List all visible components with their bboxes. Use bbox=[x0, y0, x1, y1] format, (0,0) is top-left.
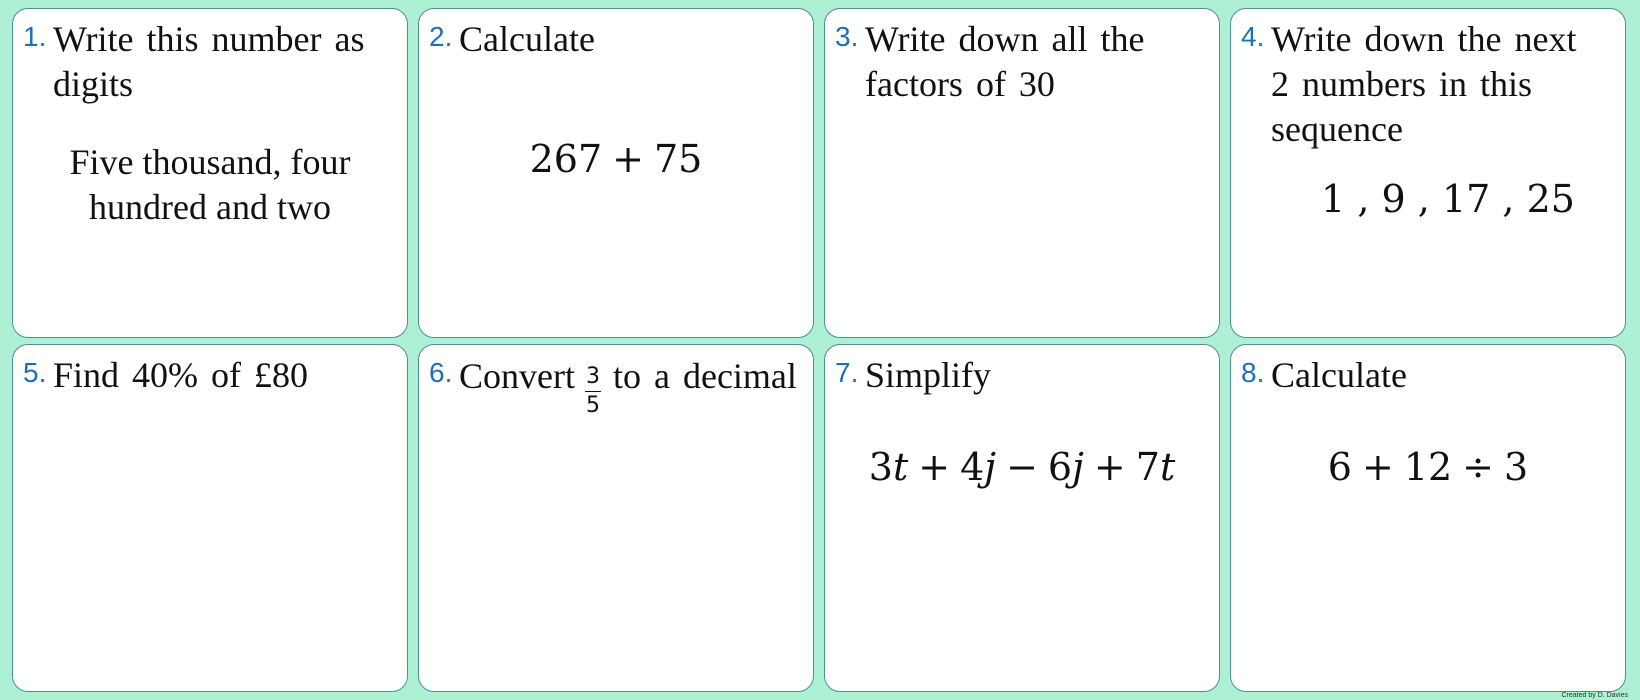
question-card-3 bbox=[824, 8, 1220, 338]
question-card-6 bbox=[418, 344, 814, 692]
addition-expression: 267 + 75 bbox=[529, 137, 703, 181]
question-number: 1. bbox=[23, 21, 47, 52]
fraction: $\frac{3}{5}$ bbox=[585, 364, 600, 418]
question-prompt: Calculate bbox=[459, 19, 595, 59]
question-number: 6. bbox=[429, 357, 453, 388]
question-card-7 bbox=[824, 344, 1220, 692]
question-card-8 bbox=[1230, 344, 1626, 692]
question-card-5 bbox=[12, 344, 408, 692]
question-prompt: Simplify bbox=[865, 355, 992, 395]
question-prompt: Write down all the factors of 30 bbox=[865, 19, 1145, 104]
question-number: 7. bbox=[835, 357, 859, 388]
number-in-words: Five thousand, four hundred and two bbox=[69, 142, 351, 227]
question-number: 8. bbox=[1241, 357, 1265, 388]
question-prompt: Write this number as digits bbox=[53, 19, 365, 104]
arithmetic-expression: 6 + 12 ÷ 3 bbox=[1327, 445, 1529, 489]
question-prompt: Calculate bbox=[1271, 355, 1407, 395]
question-number: 2. bbox=[429, 21, 453, 52]
question-number: 3. bbox=[835, 21, 859, 52]
question-card-2 bbox=[418, 8, 814, 338]
number-sequence: 1 , 9 , 17 , 25 bbox=[1321, 177, 1575, 221]
question-prompt: Find 40% of £80 bbox=[53, 355, 308, 395]
author-credit: Created by D. Davies bbox=[1561, 692, 1628, 699]
question-card-1 bbox=[12, 8, 408, 338]
algebraic-expression: 3t + 4j − 6j + 7t bbox=[868, 445, 1176, 489]
question-number: 5. bbox=[23, 357, 47, 388]
question-number: 4. bbox=[1241, 21, 1265, 52]
question-card-4 bbox=[1230, 8, 1626, 338]
question-prompt: Write down the next 2 numbers in this sequence bbox=[1271, 19, 1577, 149]
question-prompt: Convert $\frac{3}{5}$ to a decimal bbox=[459, 355, 797, 418]
